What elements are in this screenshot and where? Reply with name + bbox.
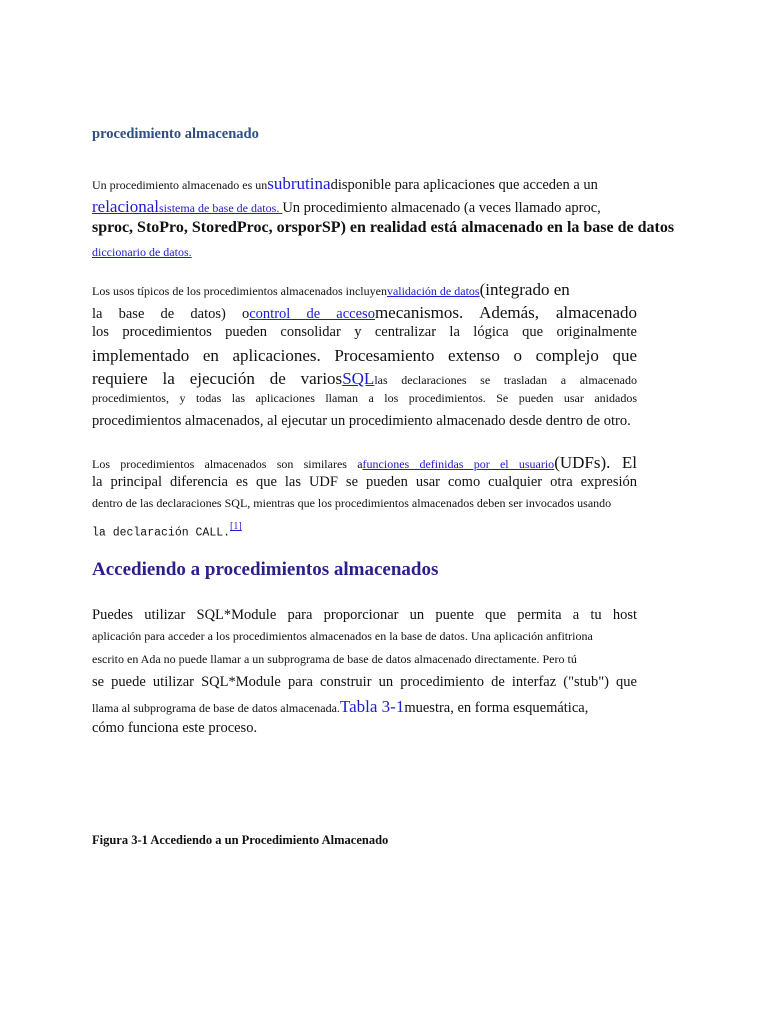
- p2-line-7: procedimientos almacenados, al ejecutar un procedimiento almacenado desde dentro de otro.: [92, 413, 631, 429]
- p4-line-1: Puedes utilizar SQL*Module para proporcionar un puente que permita a tu host: [92, 607, 637, 623]
- p1-text: Un procedimiento almacenado (a veces llamado aproc,: [282, 200, 601, 216]
- p1-bold-text: sproc, StoPro, StoredProc, orsporSP) en realidad está almacenado en la base de datos: [92, 219, 675, 236]
- p3-text: Los procedimientos almacenados son similares a: [92, 457, 363, 471]
- p2-text: Los usos típicos de los procedimientos almacenados incluyen: [92, 284, 387, 298]
- p4-line-6: cómo funciona este proceso.: [92, 720, 258, 736]
- p3-code-text: la declaración CALL.: [92, 526, 231, 540]
- p4-text: muestra, en forma esquemática,: [404, 700, 589, 716]
- link-tabla-3-1[interactable]: Tabla 3-1: [339, 697, 405, 716]
- p3-line-1: [92, 453, 637, 473]
- page-title: procedimiento almacenado: [92, 126, 259, 142]
- p2-line-2: [92, 303, 637, 323]
- p4-line-2: aplicación para acceder a los procedimientos almacenados en la base de datos. Una aplicación anfitriona: [92, 629, 593, 643]
- p1-line-2: [92, 197, 601, 217]
- section-heading: Accediendo a procedimientos almacenados: [92, 559, 439, 580]
- p2-line-6: procedimientos, y todas las aplicaciones llaman a los procedimientos. Se pueden usar anidados: [92, 391, 637, 405]
- link-diccionario-de-datos[interactable]: diccionario de datos.: [92, 245, 192, 259]
- p1-line-4: [92, 243, 192, 261]
- link-subrutina[interactable]: subrutina: [267, 174, 331, 193]
- link-relacional[interactable]: relacional: [92, 197, 160, 216]
- p2-line-3: los procedimientos pueden consolidar y centralizar la lógica que originalmente: [92, 324, 637, 340]
- p1-line-3: [92, 219, 674, 237]
- p3-line-3: dentro de las declaraciones SQL, mientras que los procedimientos almacenados deben ser invocados usando: [92, 496, 612, 510]
- figure-caption: Figura 3-1 Accediendo a un Procedimiento Almacenado: [92, 833, 389, 847]
- p1-text: disponible para aplicaciones que acceden a un: [330, 177, 598, 193]
- link-validacion-de-datos[interactable]: validación de datos: [386, 284, 480, 298]
- p2-text: requiere la ejecución de varios: [92, 369, 343, 388]
- link-sistema-base-de-datos[interactable]: sistema de base de datos.: [159, 201, 283, 215]
- p1-text: Un procedimiento almacenado es un: [92, 178, 268, 192]
- p2-line-4: implementado en aplicaciones. Procesamiento extenso o complejo que: [92, 346, 637, 365]
- link-funciones-definidas[interactable]: funciones definidas por el usuario: [362, 457, 555, 471]
- p4-line-3: escrito en Ada no puede llamar a un subprograma de base de datos almacenado directamente. Pero tú: [92, 652, 577, 666]
- p2-text: la base de datos) o: [92, 306, 250, 322]
- p2-line-1: [92, 280, 570, 300]
- p3-text: (UDFs). El: [554, 453, 637, 472]
- p4-text: llama al subprograma de base de datos almacenada.: [92, 701, 340, 715]
- p2-text: (integrado en: [479, 280, 570, 299]
- link-sql[interactable]: SQL: [342, 369, 375, 388]
- p4-line-5: [92, 697, 588, 717]
- p4-line-4: se puede utilizar SQL*Module para construir un procedimiento de interfaz ("stub") que: [92, 674, 637, 690]
- p3-line-4: [92, 521, 242, 540]
- reference-link[interactable]: [1]: [230, 521, 242, 532]
- p2-text: mecanismos. Además, almacenado: [374, 303, 637, 322]
- p2-line-5: [92, 369, 637, 389]
- link-control-de-acceso[interactable]: control de acceso: [249, 306, 375, 322]
- p3-line-2: la principal diferencia es que las UDF se pueden usar como cualquier otra expresión: [92, 474, 637, 490]
- p1-line-1: [92, 174, 598, 194]
- p2-text: las declaraciones se trasladan a almacenado: [374, 373, 638, 387]
